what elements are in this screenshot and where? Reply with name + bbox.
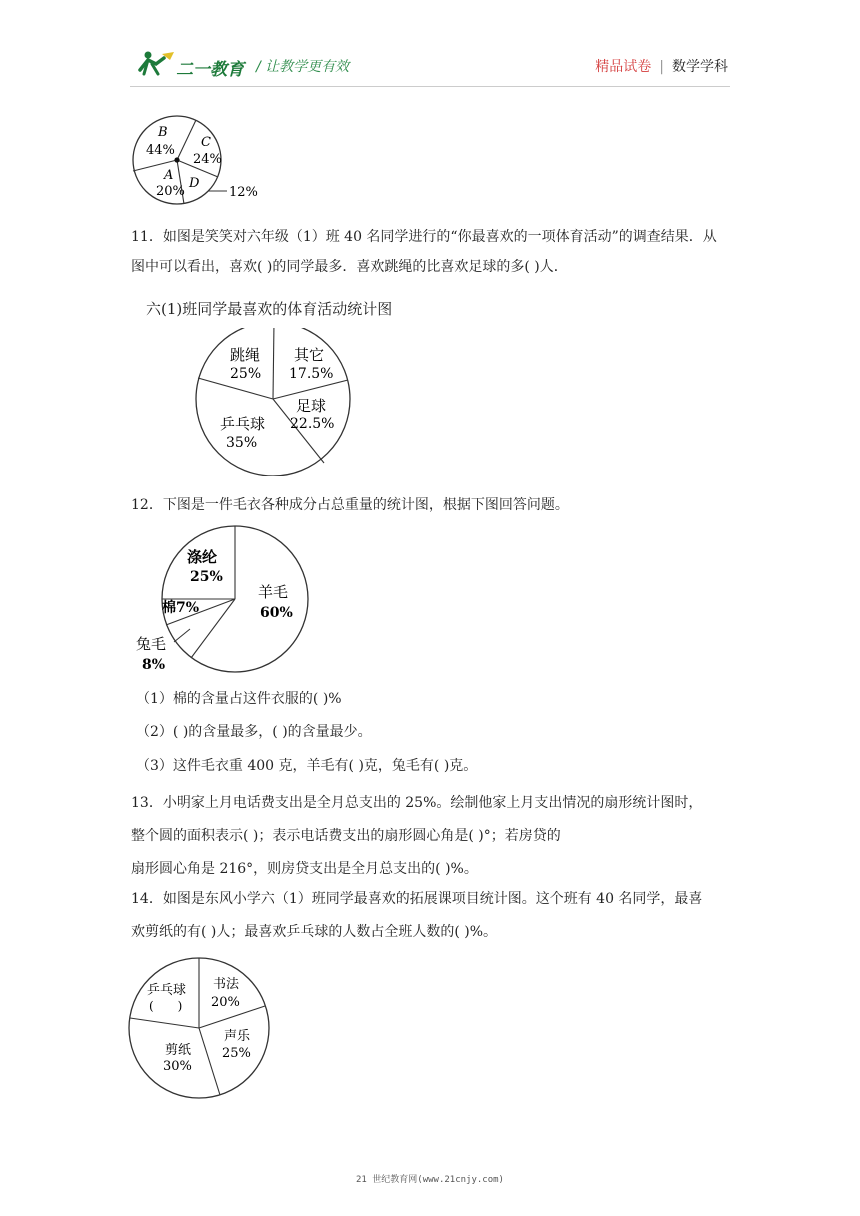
- pie-chart-top: [126, 113, 276, 205]
- brand-name: 二一教育: [176, 60, 244, 80]
- slice-divider: [273, 328, 274, 399]
- slice-label-tumao: 兔毛: [136, 635, 167, 653]
- slice-label-a: A: [164, 168, 174, 183]
- slice-label-pingpang: 乒乓球: [147, 983, 187, 998]
- slice-pct-pingpang: 35%: [226, 435, 258, 451]
- slice-pct-dilun: 25%: [190, 569, 223, 585]
- question-13-line1: 13．小明家上月电话费支出是全月总支出的 25%。绘制他家上月支出情况的扇形统计图时，: [131, 795, 703, 811]
- slice-pct-d: 12%: [229, 185, 258, 200]
- question-12: 12．下图是一件毛衣各种成分占总重量的统计图，根据下图回答问题。: [131, 497, 569, 513]
- slice-label-shufa: 书法: [213, 977, 240, 992]
- slice-pct-qita: 17.5%: [289, 366, 334, 382]
- slice-divider: [199, 1028, 220, 1095]
- slice-pct-yangmao: 60%: [260, 605, 293, 621]
- runner-logo-icon: [134, 50, 178, 78]
- page-footer: 21 世纪教育网(www.21cnjy.com): [356, 1175, 504, 1185]
- chart-title-q11: 六(1)班同学最喜欢的体育活动统计图: [146, 300, 393, 318]
- slice-pct-shengyue: 25%: [222, 1046, 251, 1061]
- question-13-line3: 扇形圆心角是 216°，则房贷支出是全月总支出的( )%。: [131, 861, 478, 877]
- slice-pct-shufa: 20%: [211, 995, 240, 1010]
- question-13-line2: 整个圆的面积表示( )；表示电话费支出的扇形圆心角是( )°；若房贷的: [131, 828, 561, 844]
- question-14-line1: 14．如图是东风小学六（1）班同学最喜欢的拓展课项目统计图。这个班有 40 名同学，最喜: [131, 891, 703, 907]
- center-dot: [174, 157, 179, 162]
- pie-chart-q12: [132, 525, 328, 673]
- brand-slogan: / 让教学更有效: [256, 59, 350, 75]
- slice-pct-c: 24%: [193, 152, 222, 167]
- question-12-sub1: （1）棉的含量占这件衣服的( )%: [136, 691, 342, 707]
- header-right: 精品试卷 | 数学学科: [595, 59, 728, 75]
- slice-pct-a: 20%: [156, 184, 185, 199]
- question-14: [131, 883, 731, 949]
- slice-pct-jianzhi: 30%: [163, 1059, 192, 1074]
- question-13: [131, 787, 731, 886]
- slice-label-b: B: [158, 125, 168, 140]
- subject-label: 数学学科: [672, 59, 728, 75]
- question-12-sub3: （3）这件毛衣重 400 克，羊毛有( )克，兔毛有( )克。: [136, 758, 478, 774]
- question-11-line2: 图中可以看出，喜欢( )的同学最多．喜欢跳绳的比喜欢足球的多( )人．: [131, 259, 568, 275]
- slice-label-pingpang: 乒乓球: [220, 415, 266, 433]
- slice-label-jianzhi: 剪纸: [165, 1043, 192, 1058]
- slice-pct-tiaosheng: 25%: [230, 366, 262, 382]
- slice-label-dilun: 涤纶: [187, 548, 218, 566]
- premium-label: 精品试卷: [595, 59, 652, 75]
- slice-label-zuqiu: 足球: [296, 397, 327, 415]
- pie-chart-q11: [190, 328, 358, 476]
- header-divider: [130, 86, 730, 87]
- slice-label-d: D: [189, 176, 200, 191]
- slice-label-yangmao: 羊毛: [258, 583, 289, 601]
- slice-divider: [130, 1018, 199, 1028]
- question-14-line2: 欢剪纸的有( )人；最喜欢乒乓球的人数占全班人数的( )%。: [131, 924, 498, 940]
- slice-pct-zuqiu: 22.5%: [290, 416, 335, 432]
- slice-pct-tumao: 8%: [142, 657, 166, 673]
- question-11: [131, 222, 731, 282]
- pie-outline: [196, 328, 350, 476]
- question-12-sub2: （2）( )的含量最多，( )的含量最少。: [136, 724, 372, 740]
- question-11-line1: 11．如图是笑笑对六年级（1）班 40 名同学进行的“你最喜欢的一项体育活动”的调查结果．从: [131, 229, 717, 245]
- slice-pct-pingpang: ( ): [149, 999, 183, 1013]
- slice-pct-b: 44%: [146, 143, 175, 158]
- slice-label-shengyue: 声乐: [224, 1029, 251, 1044]
- leader-line: [174, 629, 190, 642]
- pie-chart-q14: [127, 957, 273, 1101]
- slice-label-mian: 棉7%: [162, 600, 200, 616]
- slice-label-c: C: [201, 135, 211, 150]
- slice-label-qita: 其它: [294, 346, 325, 364]
- slice-label-tiaosheng: 跳绳: [230, 346, 261, 364]
